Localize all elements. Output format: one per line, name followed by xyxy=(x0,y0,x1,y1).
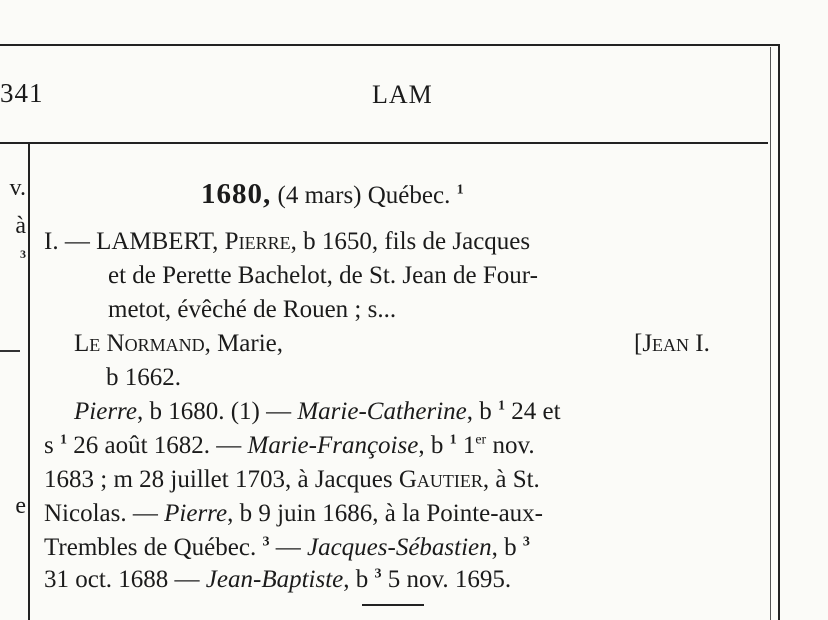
page-number: 341 xyxy=(0,78,44,108)
entry-line-9 xyxy=(44,500,543,528)
entry-text: , Marie, xyxy=(204,330,284,357)
entry-line-11 xyxy=(44,566,511,594)
footnote-marker: 3 xyxy=(374,566,382,582)
footnote-marker: 1 xyxy=(498,398,506,414)
left-column-fragments xyxy=(0,0,26,620)
entry-line-6 xyxy=(74,398,561,426)
child-name: Marie-Catherine xyxy=(297,398,467,425)
child-name: Pierre xyxy=(164,500,228,527)
entry-text: [Jean I. xyxy=(634,330,710,357)
footnote-marker: 3 xyxy=(522,534,530,550)
entry-text: s xyxy=(44,432,60,459)
entry-text: , à St. xyxy=(482,466,540,493)
footnote-marker: 3 xyxy=(262,534,270,550)
entry-text: 31 oct. 1688 — xyxy=(44,566,206,593)
entry-text: nov. xyxy=(486,432,535,459)
entry-text: , b xyxy=(491,534,523,561)
entry-line-8 xyxy=(44,466,540,494)
entry-line-7 xyxy=(44,432,535,460)
entry-end-rule xyxy=(362,604,424,606)
entry-line-3: metot, évêché de Rouen ; s... xyxy=(108,296,397,323)
spouse-father-ref xyxy=(634,330,710,358)
entry-text: , b xyxy=(343,566,375,593)
entry-text: — xyxy=(269,534,307,561)
ordinal-suffix: er xyxy=(475,432,487,448)
running-head: LAM xyxy=(372,80,433,109)
entry-line-2: et de Perette Bachelot, de St. Jean de Four- xyxy=(108,262,538,289)
footnote-marker: 1 xyxy=(449,432,457,448)
entry-text: , b 9 juin 1686, à la Pointe-aux- xyxy=(227,500,543,527)
left-fragment: à xyxy=(15,213,26,239)
left-fragment: 3 xyxy=(20,247,26,261)
child-name: Jacques-Sébastien xyxy=(306,534,492,561)
entry-date-place: (4 mars) Québec. xyxy=(277,182,451,209)
entry-text: Trembles de Québec. xyxy=(44,534,263,561)
left-fragment: v. xyxy=(9,175,26,201)
footnote-marker: 1 xyxy=(59,432,67,448)
entry-line-10 xyxy=(44,534,530,562)
entry-line-4 xyxy=(74,330,283,358)
footnote-marker: 1 xyxy=(456,182,464,198)
left-fragment: e xyxy=(15,493,26,519)
column-rule xyxy=(28,144,30,620)
page-frame-right xyxy=(778,44,780,620)
entry-text: , b xyxy=(418,432,450,459)
entry-text: , b 1680. (1) — xyxy=(136,398,298,425)
page-frame-top xyxy=(0,44,780,46)
entry-text: , b xyxy=(466,398,499,425)
entry-year: 1680, xyxy=(201,178,272,210)
entry-text: 24 et xyxy=(505,398,561,425)
entry-text: , b 1650, fils de Jacques xyxy=(290,228,531,255)
entry-text: 1683 ; m 28 juillet 1703, à Jacques xyxy=(44,466,399,493)
left-column-rule xyxy=(0,350,20,352)
header-rule xyxy=(0,142,768,144)
entry-text: Nicolas. — xyxy=(44,500,165,527)
entry-text: 26 août 1682. — xyxy=(66,432,248,459)
entry-given-name: Pierre xyxy=(224,228,291,255)
child-name: Marie-Françoise xyxy=(247,432,419,459)
entry-text: 5 nov. 1695. xyxy=(381,566,512,593)
entry-line-1 xyxy=(44,228,530,256)
entry-text: I. — LAMBERT, xyxy=(44,228,225,255)
entry-text: 1 xyxy=(456,432,476,459)
spouse-surname: Le Normand xyxy=(74,330,205,357)
entry-line-5: b 1662. xyxy=(106,364,181,391)
child-name: Pierre xyxy=(74,398,137,425)
spouse-surname: Gautier xyxy=(398,466,483,493)
entry-date xyxy=(201,178,464,211)
child-name: Jean-Baptiste xyxy=(205,566,344,593)
page-frame-right-inner xyxy=(770,47,771,620)
